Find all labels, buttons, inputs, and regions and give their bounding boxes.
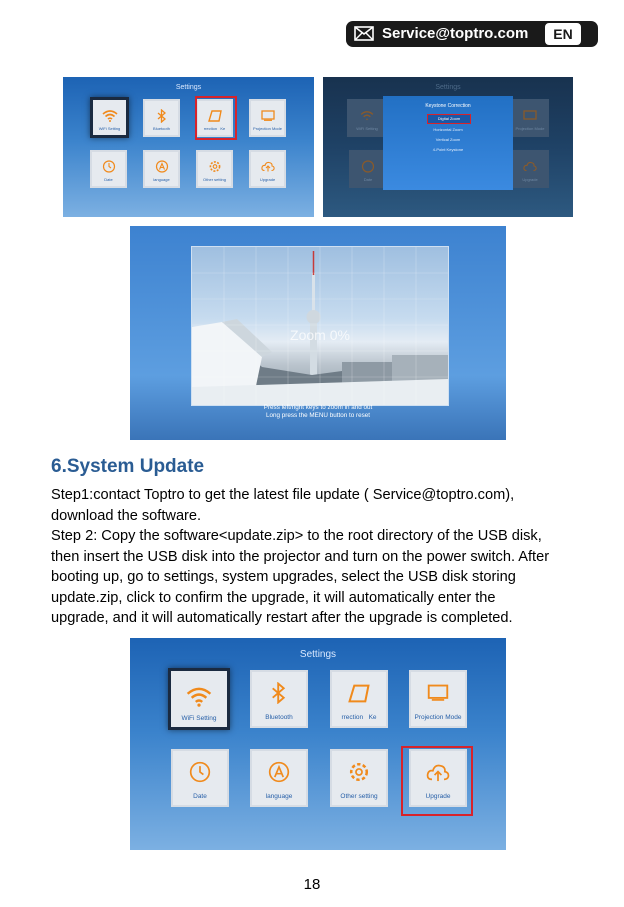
tile-language <box>143 150 180 188</box>
tile-other-setting <box>330 749 388 807</box>
language-badge: EN <box>544 22 582 46</box>
city-skyline-image <box>192 247 448 405</box>
tile-label: Upgrade <box>259 177 276 182</box>
tile-label: WiFi Setting <box>181 715 217 722</box>
body-line: then insert the USB disk into the projector and turn on the power switch. After <box>51 548 550 565</box>
tile-label: Date <box>104 177 113 182</box>
zoom-hint-line1: Press left/right keys to zoom in and out <box>263 404 373 411</box>
wifi-icon <box>186 687 212 707</box>
gear-icon <box>348 761 370 783</box>
tile-label: WiFi Setting <box>356 126 378 131</box>
tile-date <box>90 150 127 188</box>
tile-upgrade <box>249 150 286 188</box>
tile-date <box>171 749 229 807</box>
mail-icon <box>354 26 374 41</box>
tile-bluetooth <box>250 670 308 728</box>
clock-icon <box>362 160 375 173</box>
body-line: upgrade, and it will automatically restart after the upgrade is completed. <box>51 610 513 626</box>
screen-icon <box>427 684 449 701</box>
keystone-menu-title: Keystone Correction <box>425 103 471 109</box>
menu-item-digital-zoom[interactable]: Digital Zoom <box>427 114 471 124</box>
tile-label: Ke <box>220 126 226 131</box>
tile-projection-mode-dim <box>511 99 549 137</box>
zoom-preview-photo <box>191 246 449 406</box>
page-number: 18 <box>303 876 321 893</box>
settings-screenshot-keystone <box>63 77 314 217</box>
zoom-hint-line2: Long press the MENU button to reset <box>266 412 370 419</box>
tile-label: Ke <box>368 714 377 721</box>
clock-icon <box>189 761 211 783</box>
bluetooth-icon <box>271 682 287 704</box>
tile-wifi <box>90 97 129 138</box>
settings-title: Settings <box>175 84 202 91</box>
menu-item-4-point-keystone[interactable]: 4-Point Keystone <box>432 147 464 152</box>
digital-zoom-screenshot <box>130 226 506 440</box>
tile-label: Upgrade <box>522 177 538 182</box>
tile-projection-mode <box>249 99 286 137</box>
clock-icon <box>102 160 115 173</box>
tile-other-setting <box>196 150 233 188</box>
tile-wifi-dim <box>347 99 387 137</box>
keystone-menu-panel <box>383 96 513 190</box>
tile-label: rrection <box>341 714 364 721</box>
tile-label: Projection Mode <box>515 126 545 131</box>
language-icon <box>268 761 290 783</box>
tile-language <box>250 749 308 807</box>
cloud-upload-icon <box>261 161 275 172</box>
settings-title: Settings <box>435 84 461 91</box>
body-line: download the software. <box>51 507 202 524</box>
zoom-level-overlay: Zoom 0% <box>290 327 350 343</box>
tile-projection-mode <box>409 670 467 728</box>
settings-title: Settings <box>299 649 337 660</box>
tile-label: Other setting <box>203 177 226 182</box>
tile-label: WiFi Setting <box>98 126 121 131</box>
tile-label: Date <box>363 177 373 182</box>
tile-label: Upgrade <box>425 793 451 800</box>
cloud-upload-icon <box>523 161 537 172</box>
tile-label: rrection <box>203 126 218 131</box>
tile-label: Projection Mode <box>414 714 462 721</box>
tile-label: Bluetooth <box>265 714 293 721</box>
system-update-heading: 6.System Update <box>51 456 205 477</box>
gear-icon <box>208 160 221 173</box>
tile-upgrade-dim <box>511 150 549 188</box>
keystone-menu-screenshot <box>323 77 573 217</box>
tile-label: Date <box>193 793 207 800</box>
body-line: Step 2: Copy the software<update.zip> to the root directory of the USB disk, <box>51 528 542 544</box>
settings-screenshot-upgrade <box>130 638 506 850</box>
service-email-badge <box>346 21 598 47</box>
highlight-box <box>401 746 473 816</box>
tile-label: language <box>153 177 170 182</box>
section-heading <box>51 456 204 478</box>
body-line: Step1:contact Toptro to get the latest file update ( Service@toptro.com), <box>51 487 515 503</box>
menu-item-horizontal-zoom[interactable]: Horizontal Zoom <box>433 127 463 132</box>
tile-date-dim <box>349 150 387 188</box>
bluetooth-icon <box>157 109 167 123</box>
language-icon <box>155 160 168 173</box>
highlight-box <box>195 96 237 140</box>
keystone-icon <box>348 684 370 703</box>
screen-icon <box>523 110 537 121</box>
body-line: booting up, go to settings, system upgrades, select the USB disk storing <box>51 569 516 585</box>
service-email[interactable]: Service@toptro.com <box>382 25 529 42</box>
section-body <box>51 485 591 629</box>
tile-label: Other setting <box>340 793 378 800</box>
tile-label: Bluetooth <box>153 126 170 131</box>
screen-icon <box>261 110 275 121</box>
tile-label: language <box>265 793 293 800</box>
body-line: update.zip, click to confirm the upgrade, it will automatically enter the <box>51 589 496 606</box>
menu-item-vertical-zoom[interactable]: Vertical Zoom <box>435 137 461 142</box>
wifi-icon <box>102 110 118 122</box>
wifi-icon <box>360 111 374 121</box>
tile-wifi <box>168 668 230 730</box>
tile-bluetooth <box>143 99 180 137</box>
tile-keystone <box>330 670 388 728</box>
tile-label: Projection Mode <box>253 126 282 131</box>
